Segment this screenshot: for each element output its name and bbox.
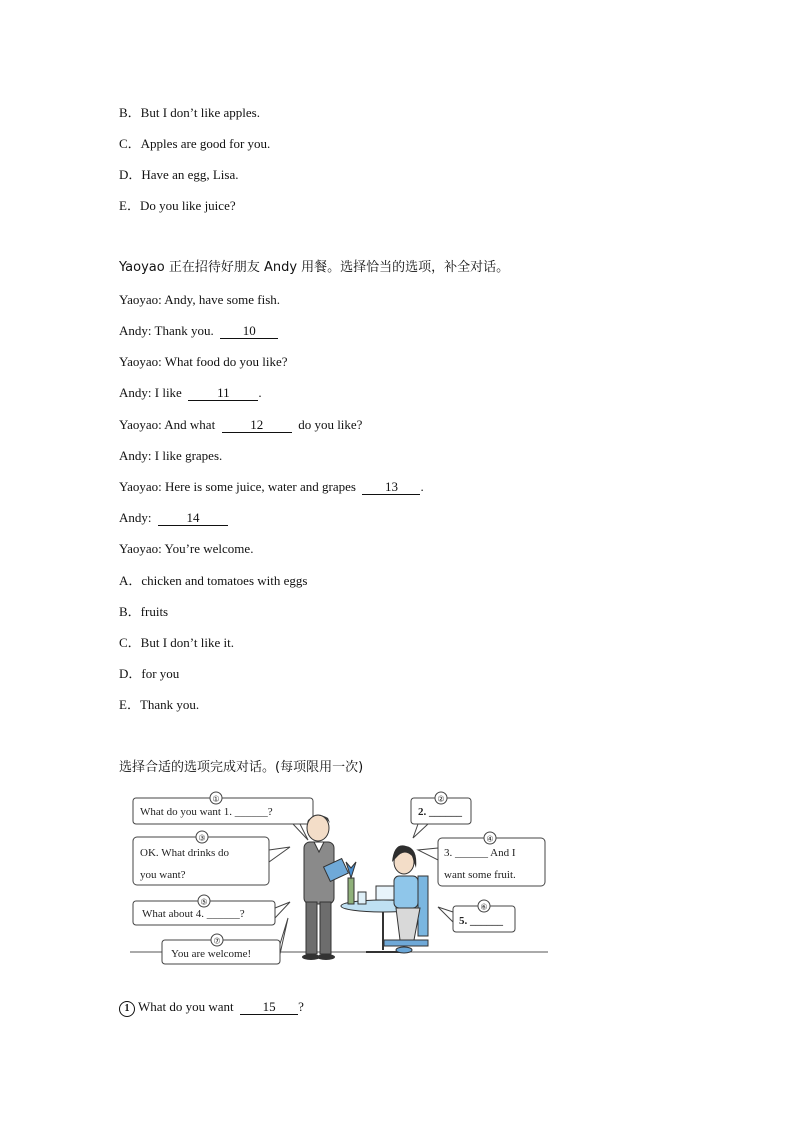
- answer-blank-11[interactable]: 11: [188, 386, 258, 401]
- speech-bubble-2: [411, 792, 471, 838]
- bubble-text: You are welcome!: [171, 948, 252, 960]
- section2-instruction: Yaoyao 正在招待好朋友 Andy 用餐。选择恰当的选项，补全对话。: [119, 260, 510, 275]
- dialogue-line: Yaoyao: And what 12 do you like?: [119, 417, 363, 432]
- option-b: B．But I don’t like apples.: [119, 105, 260, 120]
- bubble-text: What about 4. ______?: [142, 908, 245, 920]
- bubble-num: ③: [198, 833, 206, 843]
- bubble-text: you want?: [140, 869, 186, 881]
- bubble-num: ④: [486, 834, 494, 844]
- dialogue-line: Yaoyao: You’re welcome.: [119, 541, 254, 556]
- bubble-num: ⑥: [480, 902, 488, 912]
- speech-bubble-6: [438, 900, 515, 932]
- bubble-num: ⑦: [213, 936, 221, 946]
- answer-blank-14[interactable]: 14: [158, 511, 228, 526]
- section3-instruction: 选择合适的选项完成对话。(每项限用一次): [119, 760, 364, 775]
- bubble-text: want some fruit.: [444, 869, 516, 881]
- speech-bubble-3: [133, 831, 290, 885]
- waiter-figure: [302, 815, 348, 960]
- answer-blank-13[interactable]: 13: [362, 480, 420, 495]
- bubble-text: 2. ______: [418, 806, 462, 818]
- option-c: C．Apples are good for you.: [119, 136, 271, 151]
- bubble-text: OK. What drinks do: [140, 847, 230, 859]
- bubble-text: 3. ______ And I: [444, 847, 516, 859]
- bubble-num: ②: [437, 794, 445, 804]
- option-d: D．for you: [119, 666, 180, 681]
- dialogue-line: Andy: I like 11 .: [119, 385, 262, 400]
- answer-blank-12[interactable]: 12: [222, 418, 292, 433]
- dialogue-line: Yaoyao: Here is some juice, water and grapes 13 .: [119, 479, 424, 494]
- speech-bubble-1: [133, 792, 313, 840]
- dialogue-line: Yaoyao: What food do you like?: [119, 354, 288, 369]
- speech-bubble-5: [133, 895, 290, 925]
- bubble-num: ⑤: [200, 897, 208, 907]
- option-e: E．Thank you.: [119, 697, 200, 712]
- dialogue-line: Andy: 14: [119, 510, 228, 526]
- bubble-text: 5. ______: [459, 915, 503, 927]
- dialogue-line: Andy: I like grapes.: [119, 448, 223, 463]
- option-d: D．Have an egg, Lisa.: [119, 167, 239, 182]
- speech-bubble-4: [418, 832, 545, 886]
- option-a: A．chicken and tomatoes with eggs: [119, 573, 308, 588]
- option-b: B．fruits: [119, 604, 169, 619]
- circled-number-1: 1: [119, 1001, 135, 1017]
- bubble-num: ①: [212, 794, 220, 804]
- dialogue-line: Andy: Thank you. 10: [119, 323, 278, 339]
- question-15: 1 What do you want 15 ?: [119, 999, 304, 1017]
- answer-blank-10[interactable]: 10: [220, 324, 278, 339]
- option-c: C．But I don’t like it.: [119, 635, 234, 650]
- dialogue-line: Yaoyao: Andy, have some fish.: [119, 292, 281, 307]
- bubble-text: What do you want 1. ______?: [140, 806, 273, 818]
- option-e: E．Do you like juice?: [119, 198, 236, 213]
- restaurant-illustration: [128, 790, 550, 980]
- answer-blank-15[interactable]: 15: [240, 1000, 298, 1015]
